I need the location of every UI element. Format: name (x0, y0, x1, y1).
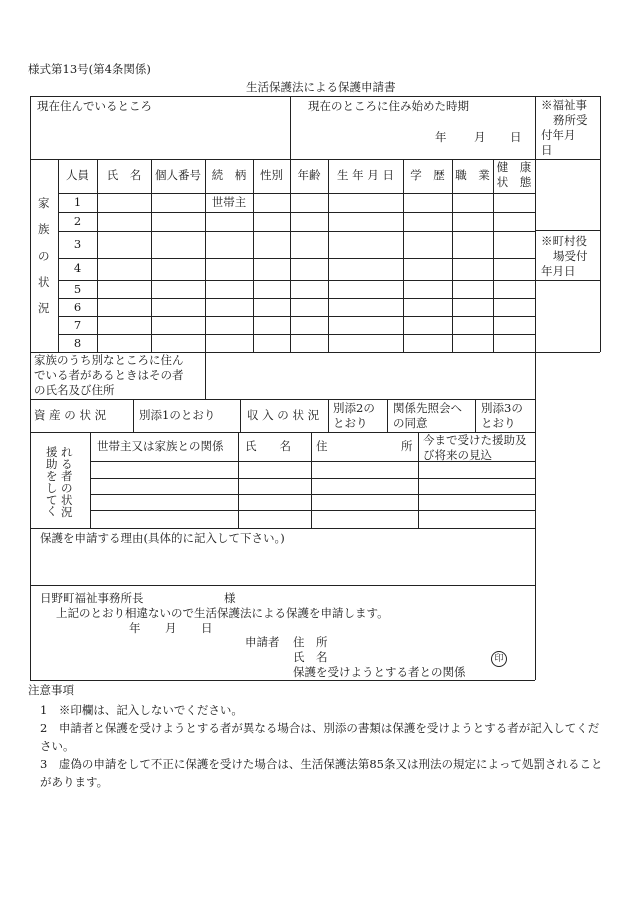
since-day: 日 (510, 130, 522, 144)
table-row: 6 (73, 300, 82, 314)
aid-address-header-2: 所 (401, 439, 413, 453)
seal-stamp: 印 (491, 651, 507, 667)
aid-name-header: 氏 名 (245, 439, 291, 453)
header-education: 学 歴 (410, 168, 445, 182)
table-row: 4 (73, 261, 82, 275)
addressee: 日野町福祉事務所長 (40, 591, 144, 605)
declaration-day: 日 (201, 621, 213, 635)
note-item: 1 ※印欄は、記入しないでください。 (40, 703, 243, 717)
assets-status-label: 資 産 の 状 況 (34, 408, 107, 422)
header-id-number: 個人番号 (155, 168, 201, 182)
income-status-label: 収 入 の 状 況 (247, 408, 320, 422)
table-row: 2 (73, 214, 82, 228)
table-row: 3 (73, 237, 82, 251)
table-row: 5 (73, 282, 82, 296)
header-occupation: 職 業 (455, 168, 490, 182)
form-title: 生活保護法による保護申請書 (246, 80, 396, 94)
applicant-relation-label: 保護を受けようとする者との関係 (293, 665, 466, 679)
note-item: 3 虚偽の申請をして不正に保護を受けた場合は、生活保護法第85条又は刑法の規定によって処罰されることがあります。 (40, 757, 603, 789)
addressee-honorific: 様 (224, 591, 236, 605)
note-item: 2 申請者と保護を受けようとする者が異なる場合は、別添の書類は保護を受けようとする者が記入してください。 (40, 721, 600, 753)
table-row: 1 (73, 195, 82, 209)
header-sex: 性別 (260, 168, 283, 182)
aid-relation-header: 世帯主又は家族との関係 (97, 439, 224, 453)
declaration-month: 月 (165, 621, 177, 635)
head-of-household-cell: 世帯主 (211, 195, 247, 209)
applicant-name-label: 氏 名 (293, 650, 328, 664)
header-name: 氏 名 (106, 168, 142, 182)
form-number: 様式第13号(第4条関係) (28, 62, 151, 76)
applicant-label: 申請者 (245, 635, 280, 649)
since-month: 月 (474, 130, 486, 144)
residence-since-label: 現在のところに住み始めた時期 (308, 99, 469, 113)
table-row: 7 (73, 318, 82, 332)
header-age: 年齢 (297, 168, 321, 182)
assets-status-value: 別添1のとおり (139, 408, 216, 422)
applicant-address-label: 住 所 (293, 635, 328, 649)
header-birth-date: 生 年 月 日 (337, 168, 394, 182)
since-year: 年 (435, 130, 447, 144)
current-residence-label: 現在住んでいるところ (37, 99, 152, 113)
reason-label: 保護を申請する理由(具体的に記入して下さい。) (40, 531, 285, 545)
notes-heading: 注意事項 (28, 683, 74, 697)
declaration-year: 年 (129, 621, 141, 635)
table-row: 8 (73, 336, 82, 350)
header-count: 人員 (66, 168, 89, 182)
header-relation: 続 柄 (211, 168, 247, 182)
aid-address-header-1: 住 (316, 439, 328, 453)
declaration-statement: 上記のとおり相違ないので生活保護法による保護を申請します。 (56, 606, 389, 620)
